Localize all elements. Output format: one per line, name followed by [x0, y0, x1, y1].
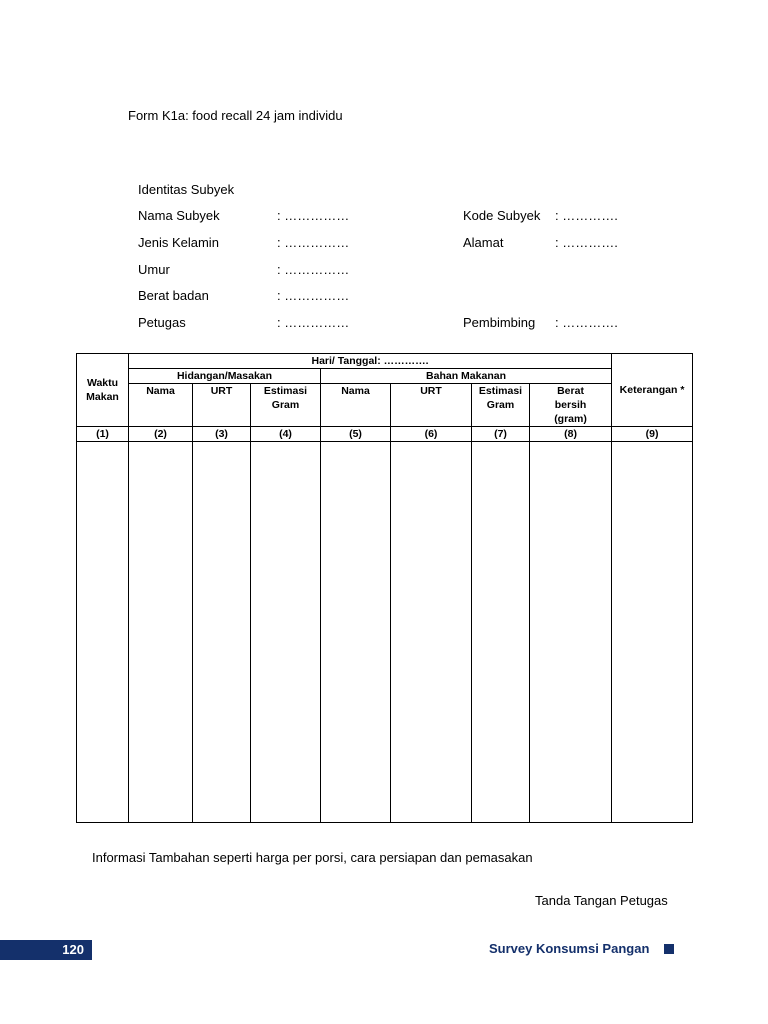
header-keterangan: Keterangan * — [612, 354, 693, 427]
field-value-kode-subyek: : …………. — [555, 208, 618, 223]
header-waktu-makan: Waktu Makan — [77, 354, 129, 427]
field-label-jenis-kelamin: Jenis Kelamin — [138, 235, 219, 250]
field-label-berat-badan: Berat badan — [138, 288, 209, 303]
entry-cell-waktu-makan[interactable] — [77, 442, 129, 823]
signature-label: Tanda Tangan Petugas — [535, 893, 668, 908]
footer-book-title: Survey Konsumsi Pangan — [489, 941, 650, 956]
header-col-estimasi-bahan: Estimasi Gram — [472, 384, 530, 427]
header-col-berat-bersih: Berat bersih (gram) — [530, 384, 612, 427]
field-value-berat-badan: : …………… — [277, 288, 350, 303]
col-number: (4) — [251, 427, 321, 442]
field-value-alamat: : …………. — [555, 235, 618, 250]
page-number: 120 — [62, 942, 84, 957]
header-date: Hari/ Tanggal: …………. — [129, 354, 612, 369]
field-label-petugas: Petugas — [138, 315, 186, 330]
entry-cell-nama-hidangan[interactable] — [129, 442, 193, 823]
additional-info-text: Informasi Tambahan seperti harga per porsi, cara persiapan dan pemasakan — [92, 850, 533, 865]
field-value-nama-subyek: : …………… — [277, 208, 350, 223]
header-col-nama-bahan: Nama — [321, 384, 391, 427]
entry-cell-berat-bersih[interactable] — [530, 442, 612, 823]
entry-cell-estimasi-bahan[interactable] — [472, 442, 530, 823]
header-col-estimasi-hidangan: Estimasi Gram — [251, 384, 321, 427]
field-label-alamat: Alamat — [463, 235, 504, 250]
col-number: (2) — [129, 427, 193, 442]
table-row-entry — [77, 442, 693, 823]
header-col-urt-hidangan: URT — [193, 384, 251, 427]
col-number: (6) — [391, 427, 472, 442]
entry-cell-estimasi-hidangan[interactable] — [251, 442, 321, 823]
col-number: (1) — [77, 427, 129, 442]
col-number: (3) — [193, 427, 251, 442]
field-value-umur: : …………… — [277, 262, 350, 277]
col-number: (8) — [530, 427, 612, 442]
entry-cell-keterangan[interactable] — [612, 442, 693, 823]
form-title: Form K1a: food recall 24 jam individu — [128, 108, 343, 123]
field-label-umur: Umur — [138, 262, 170, 277]
header-col-nama-hidangan: Nama — [129, 384, 193, 427]
field-label-kode-subyek: Kode Subyek — [463, 208, 541, 223]
entry-cell-nama-bahan[interactable] — [321, 442, 391, 823]
footer-square-icon — [664, 944, 674, 954]
entry-cell-urt-bahan[interactable] — [391, 442, 472, 823]
field-label-pembimbing: Pembimbing — [463, 315, 536, 330]
page-number-badge — [0, 940, 92, 960]
header-col-urt-bahan: URT — [391, 384, 472, 427]
entry-cell-urt-hidangan[interactable] — [193, 442, 251, 823]
identity-section-title: Identitas Subyek — [138, 182, 235, 197]
field-value-jenis-kelamin: : …………… — [277, 235, 350, 250]
header-group-hidangan: Hidangan/Masakan — [129, 369, 321, 384]
header-group-bahan: Bahan Makanan — [321, 369, 612, 384]
col-number: (9) — [612, 427, 693, 442]
field-label-nama-subyek: Nama Subyek — [138, 208, 220, 223]
col-number: (5) — [321, 427, 391, 442]
field-value-petugas: : …………… — [277, 315, 350, 330]
field-value-pembimbing: : …………. — [555, 315, 618, 330]
col-number: (7) — [472, 427, 530, 442]
food-recall-table — [76, 353, 693, 823]
